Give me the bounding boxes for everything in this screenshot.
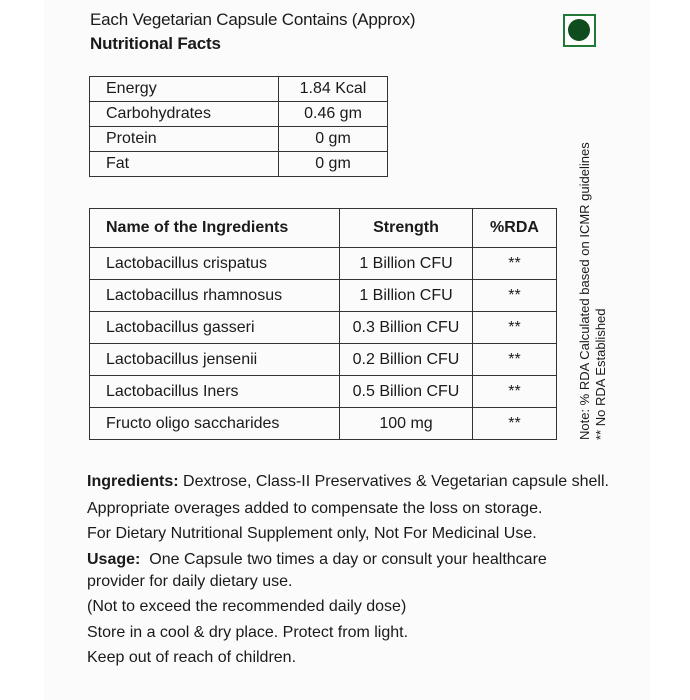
ingredient-rda: **: [473, 408, 557, 440]
nutrient-value: 1.84 Kcal: [279, 77, 388, 102]
nutritional-facts-heading: Nutritional Facts: [90, 34, 221, 53]
storage-text: Store in a cool & dry place. Protect from light.: [87, 624, 409, 641]
table-row: [90, 376, 557, 408]
ingredients-line: [87, 471, 609, 493]
nutrition-facts-table: [89, 76, 388, 177]
rda-note: [577, 142, 609, 440]
ingredient-strength: 0.5 Billion CFU: [340, 376, 473, 408]
column-header-strength: Strength: [340, 209, 473, 248]
vegetarian-symbol-icon: [563, 14, 596, 47]
ingredient-name: Lactobacillus crispatus: [90, 248, 340, 280]
overages-text: Appropriate overages added to compensate the loss on storage.: [87, 500, 543, 517]
ingredient-name: Lactobacillus gasseri: [90, 312, 340, 344]
ingredient-strength: 0.2 Billion CFU: [340, 344, 473, 376]
table-row: [90, 77, 388, 102]
table-row: [90, 127, 388, 152]
nutrient-value: 0 gm: [279, 127, 388, 152]
rda-note-line-1: Note: % RDA Calculated based on ICMR guidelines: [577, 142, 592, 440]
ingredient-name: Lactobacillus jensenii: [90, 344, 340, 376]
table-row: [90, 152, 388, 177]
ingredient-rda: **: [473, 344, 557, 376]
ingredient-rda: **: [473, 312, 557, 344]
column-header-rda: %RDA: [473, 209, 557, 248]
table-row: [90, 408, 557, 440]
ingredient-strength: 0.3 Billion CFU: [340, 312, 473, 344]
ingredient-strength: 1 Billion CFU: [340, 280, 473, 312]
usage-label: Usage:: [87, 551, 141, 568]
nutrient-value: 0 gm: [279, 152, 388, 177]
table-row: [90, 344, 557, 376]
table-row: [90, 312, 557, 344]
nutrient-value: 0.46 gm: [279, 102, 388, 127]
ingredient-rda: **: [473, 376, 557, 408]
dietary-text: For Dietary Nutritional Supplement only, Not For Medicinal Use.: [87, 525, 537, 542]
ingredient-name: Fructo oligo saccharides: [90, 408, 340, 440]
table-row: [90, 280, 557, 312]
ingredient-strength: 1 Billion CFU: [340, 248, 473, 280]
table-header-row: [90, 209, 557, 248]
usage-text: One Capsule two times a day or consult your healthcare: [149, 551, 547, 568]
ingredient-strength: 100 mg: [340, 408, 473, 440]
ingredients-label: Ingredients:: [87, 473, 179, 490]
keep-out-text: Keep out of reach of children.: [87, 649, 297, 666]
capsule-contents-heading: Each Vegetarian Capsule Contains (Approx): [90, 10, 416, 29]
veg-dot: [568, 19, 590, 41]
usage-line-2: provider for daily dietary use.: [87, 573, 293, 590]
nutrient-name: Fat: [90, 152, 279, 177]
ingredient-rda: **: [473, 280, 557, 312]
ingredient-name: Lactobacillus Iners: [90, 376, 340, 408]
ingredients-text: Dextrose, Class-II Preservatives & Vegetarian capsule shell.: [183, 473, 609, 490]
nutrient-name: Energy: [90, 77, 279, 102]
rda-note-line-2: ** No RDA Established: [593, 308, 608, 440]
not-exceed-text: (Not to exceed the recommended daily dose): [87, 598, 407, 615]
nutrient-name: Protein: [90, 127, 279, 152]
ingredient-name: Lactobacillus rhamnosus: [90, 280, 340, 312]
ingredients-table: [89, 208, 557, 440]
usage-line-1: [87, 549, 547, 571]
ingredient-rda: **: [473, 248, 557, 280]
table-row: [90, 248, 557, 280]
nutrient-name: Carbohydrates: [90, 102, 279, 127]
column-header-name: Name of the Ingredients: [90, 209, 340, 248]
table-row: [90, 102, 388, 127]
